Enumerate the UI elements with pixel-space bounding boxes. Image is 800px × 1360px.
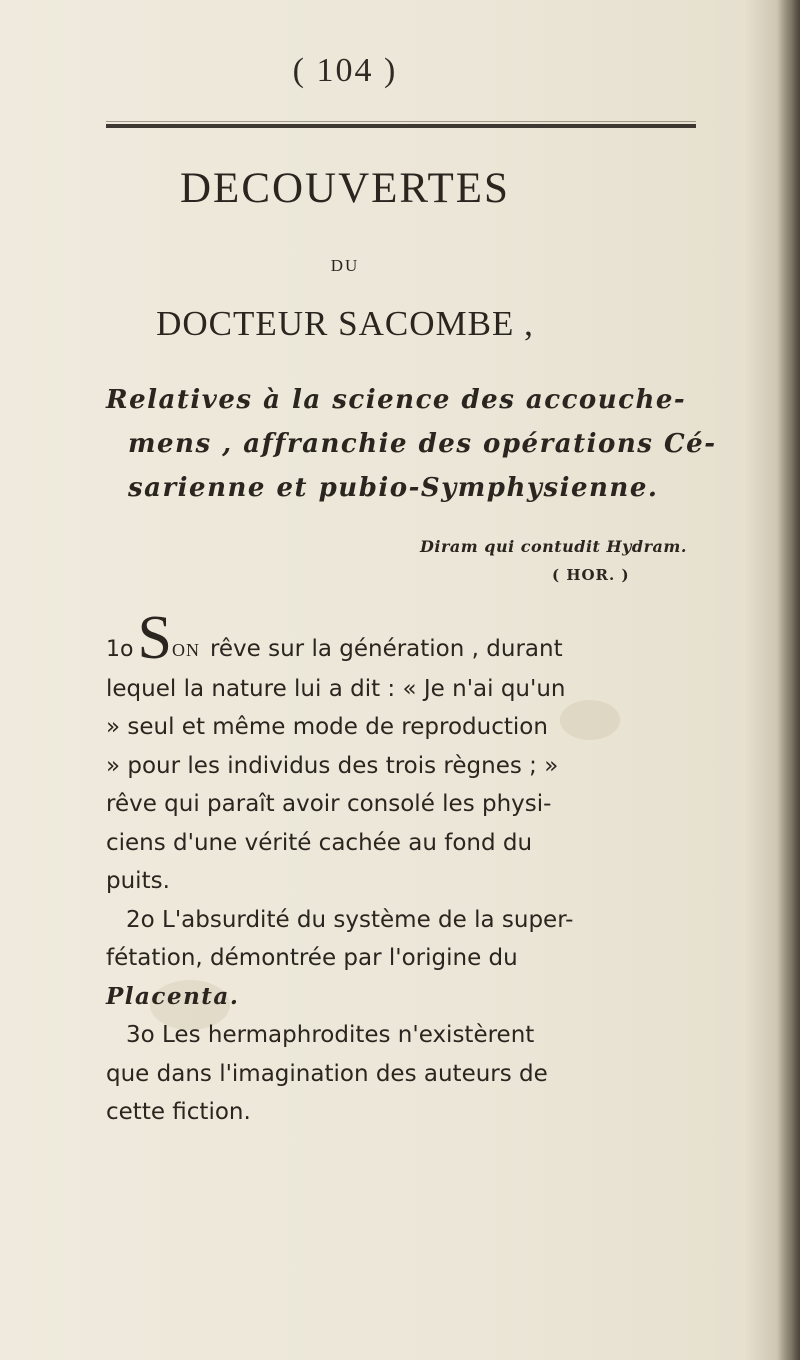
- subtitle-line: mens , affranchie des opérations Cé-: [128, 429, 717, 459]
- paragraph-3-first-line: 3o Les hermaphrodites n'existèrent: [126, 1022, 535, 1048]
- chapter-title: DECOUVERTES: [180, 165, 510, 212]
- page-number: ( 104 ): [292, 52, 398, 89]
- paragraph-line: » seul et même mode de reproduction: [106, 714, 548, 740]
- header-rule: [106, 124, 696, 128]
- paragraph-line: lequel la nature lui a dit : « Je n'ai qu'un: [106, 675, 566, 702]
- epigraph-source: ( HOR. ): [552, 566, 630, 584]
- subtitle-line: Relatives à la science des accouche-: [106, 385, 687, 415]
- paragraph-text: rêve sur la génération , durant: [209, 636, 563, 662]
- paragraph-line: fétation, démontrée par l'origine du: [106, 945, 518, 971]
- page-edge-shadow: [778, 0, 800, 1360]
- paragraph-line: » pour les individus des trois règnes ; »: [106, 752, 559, 779]
- paragraph-1-first-line: [106, 604, 686, 672]
- header-rule-thin: [106, 121, 696, 122]
- subtitle-line: sarienne et pubio-Symphysienne.: [128, 473, 659, 503]
- paragraph-italic-word: Placenta.: [106, 982, 240, 1010]
- chapter-title-du: DU: [330, 256, 360, 275]
- body-text: [106, 604, 686, 1132]
- epigraph-quote: Diram qui contudit Hydram.: [420, 537, 687, 556]
- paragraph-line: rêve qui paraît avoir consolé les physi-: [106, 791, 552, 817]
- chapter-author: DOCTEUR SACOMBE ,: [156, 304, 534, 343]
- paragraph-line: que dans l'imagination des auteurs de: [106, 1060, 548, 1087]
- paragraph-line: cette fiction.: [106, 1099, 251, 1125]
- drop-cap: S: [137, 604, 172, 672]
- paragraph-line: puits.: [106, 868, 170, 894]
- paragraph-line: ciens d'une vérité cachée au fond du: [106, 829, 533, 856]
- small-caps-word: ON: [171, 640, 200, 660]
- chapter-subtitle: [106, 378, 726, 510]
- paragraph-2-first-line: 2o L'absurdité du système de la super-: [126, 906, 574, 933]
- paragraph-number: 1o: [106, 637, 134, 662]
